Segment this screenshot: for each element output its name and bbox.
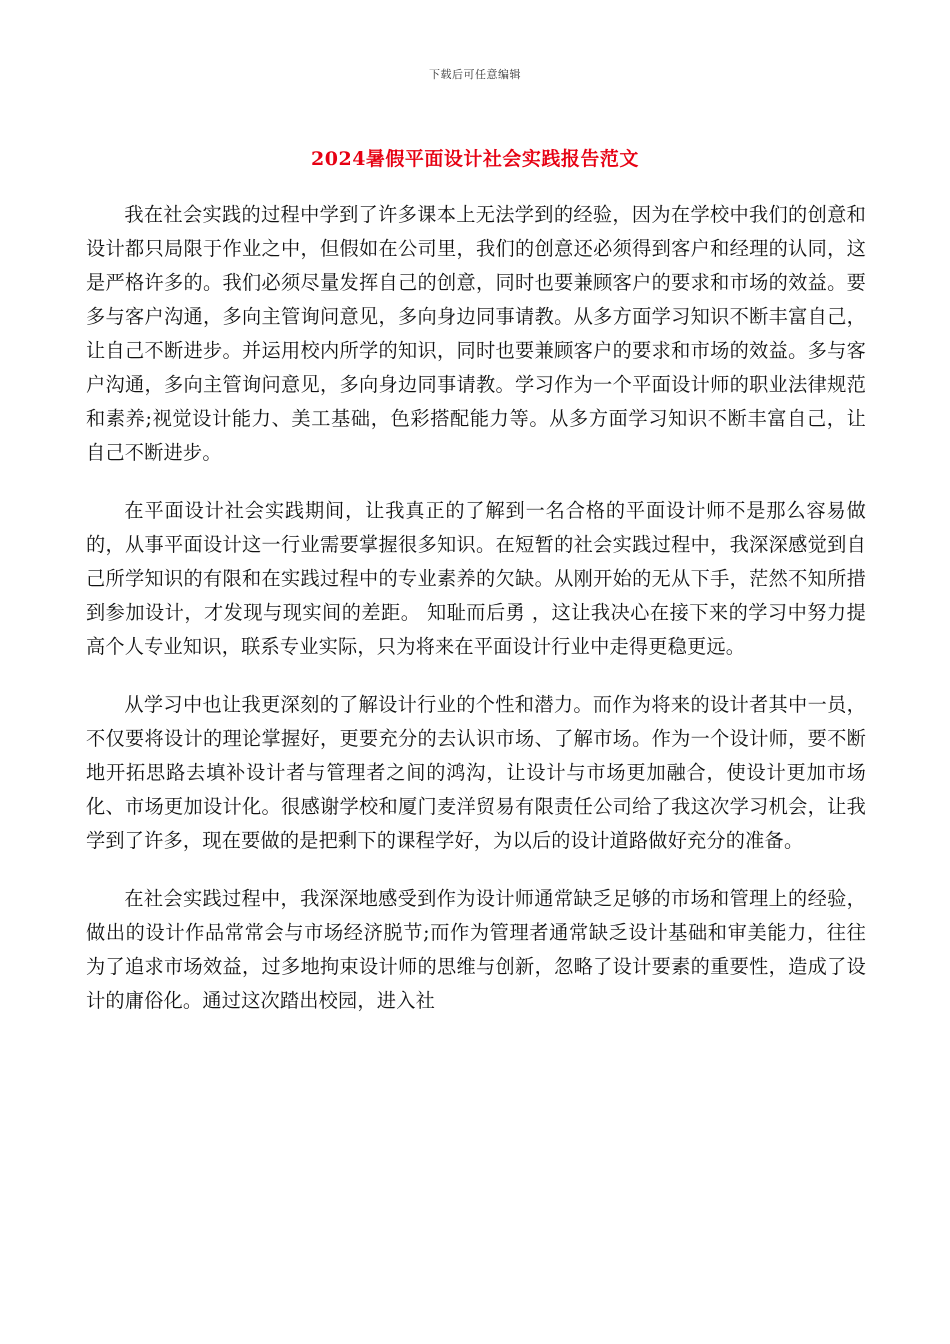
document-title: 2024暑假平面设计社会实践报告范文 xyxy=(311,148,639,170)
paragraph: 从学习中也让我更深刻的了解设计行业的个性和潜力。而作为将来的设计者其中一员，不仅要将设计的理论掌握好，更要充分的去认识市场、了解市场。作为一个设计师，要不断地开拓思路去填补设计者与管理者之间的鸿沟，让设计与市场更加融合，使设计更加市场化、市场更加设计化。很感谢学校和厦门麦洋贸易有限责任公司给了我这次学习机会，让我学到了许多，现在要做的是把剩下的课程学好，为以后的设计道路做好充分的准备。 xyxy=(86,693,866,852)
paragraph: 在平面设计社会实践期间，让我真正的了解到一名合格的平面设计师不是那么容易做的，从事平面设计这一行业需要掌握很多知识。在短暂的社会实践过程中，我深深感觉到自己所学知识的有限和在实践过程中的专业素养的欠缺。从刚开始的无从下手，茫然不知所措到参加设计，才发现与现实间的差距。 知耻而后勇 ，这让我决心在接下来的学习中努力提高个人专业知识，联系专业实际，只为将来在平面设计行业中走得更稳更远。 xyxy=(86,499,866,658)
paragraph: 我在社会实践的过程中学到了许多课本上无法学到的经验，因为在学校中我们的创意和设计都只局限于作业之中，但假如在公司里，我们的创意还必须得到客户和经理的认同，这是严格许多的。我们必须尽量发挥自己的创意，同时也要兼顾客户的要求和市场的效益。要多与客户沟通，多向主管询问意见，多向身边同事请教。从多方面学习知识不断丰富自己，让自己不断进步。并运用校内所学的知识，同时也要兼顾客户的要求和市场的效益。多与客户沟通，多向主管询问意见，多向身边同事请教。学习作为一个平面设计师的职业法律规范和素养;视觉设计能力、美工基础，色彩搭配能力等。从多方面学习知识不断丰富自己，让自己不断进步。 xyxy=(86,203,866,464)
paragraph: 在社会实践过程中，我深深地感受到作为设计师通常缺乏足够的市场和管理上的经验，做出的设计作品常常会与市场经济脱节;而作为管理者通常缺乏设计基础和审美能力，往往为了追求市场效益，过多地拘束设计师的思维与创新，忽略了设计要素的重要性，造成了设计的庸俗化。通过这次踏出校园，进入社 xyxy=(86,887,866,1012)
header-note: 下载后可任意编辑 xyxy=(429,68,521,81)
document-body xyxy=(86,198,866,1042)
